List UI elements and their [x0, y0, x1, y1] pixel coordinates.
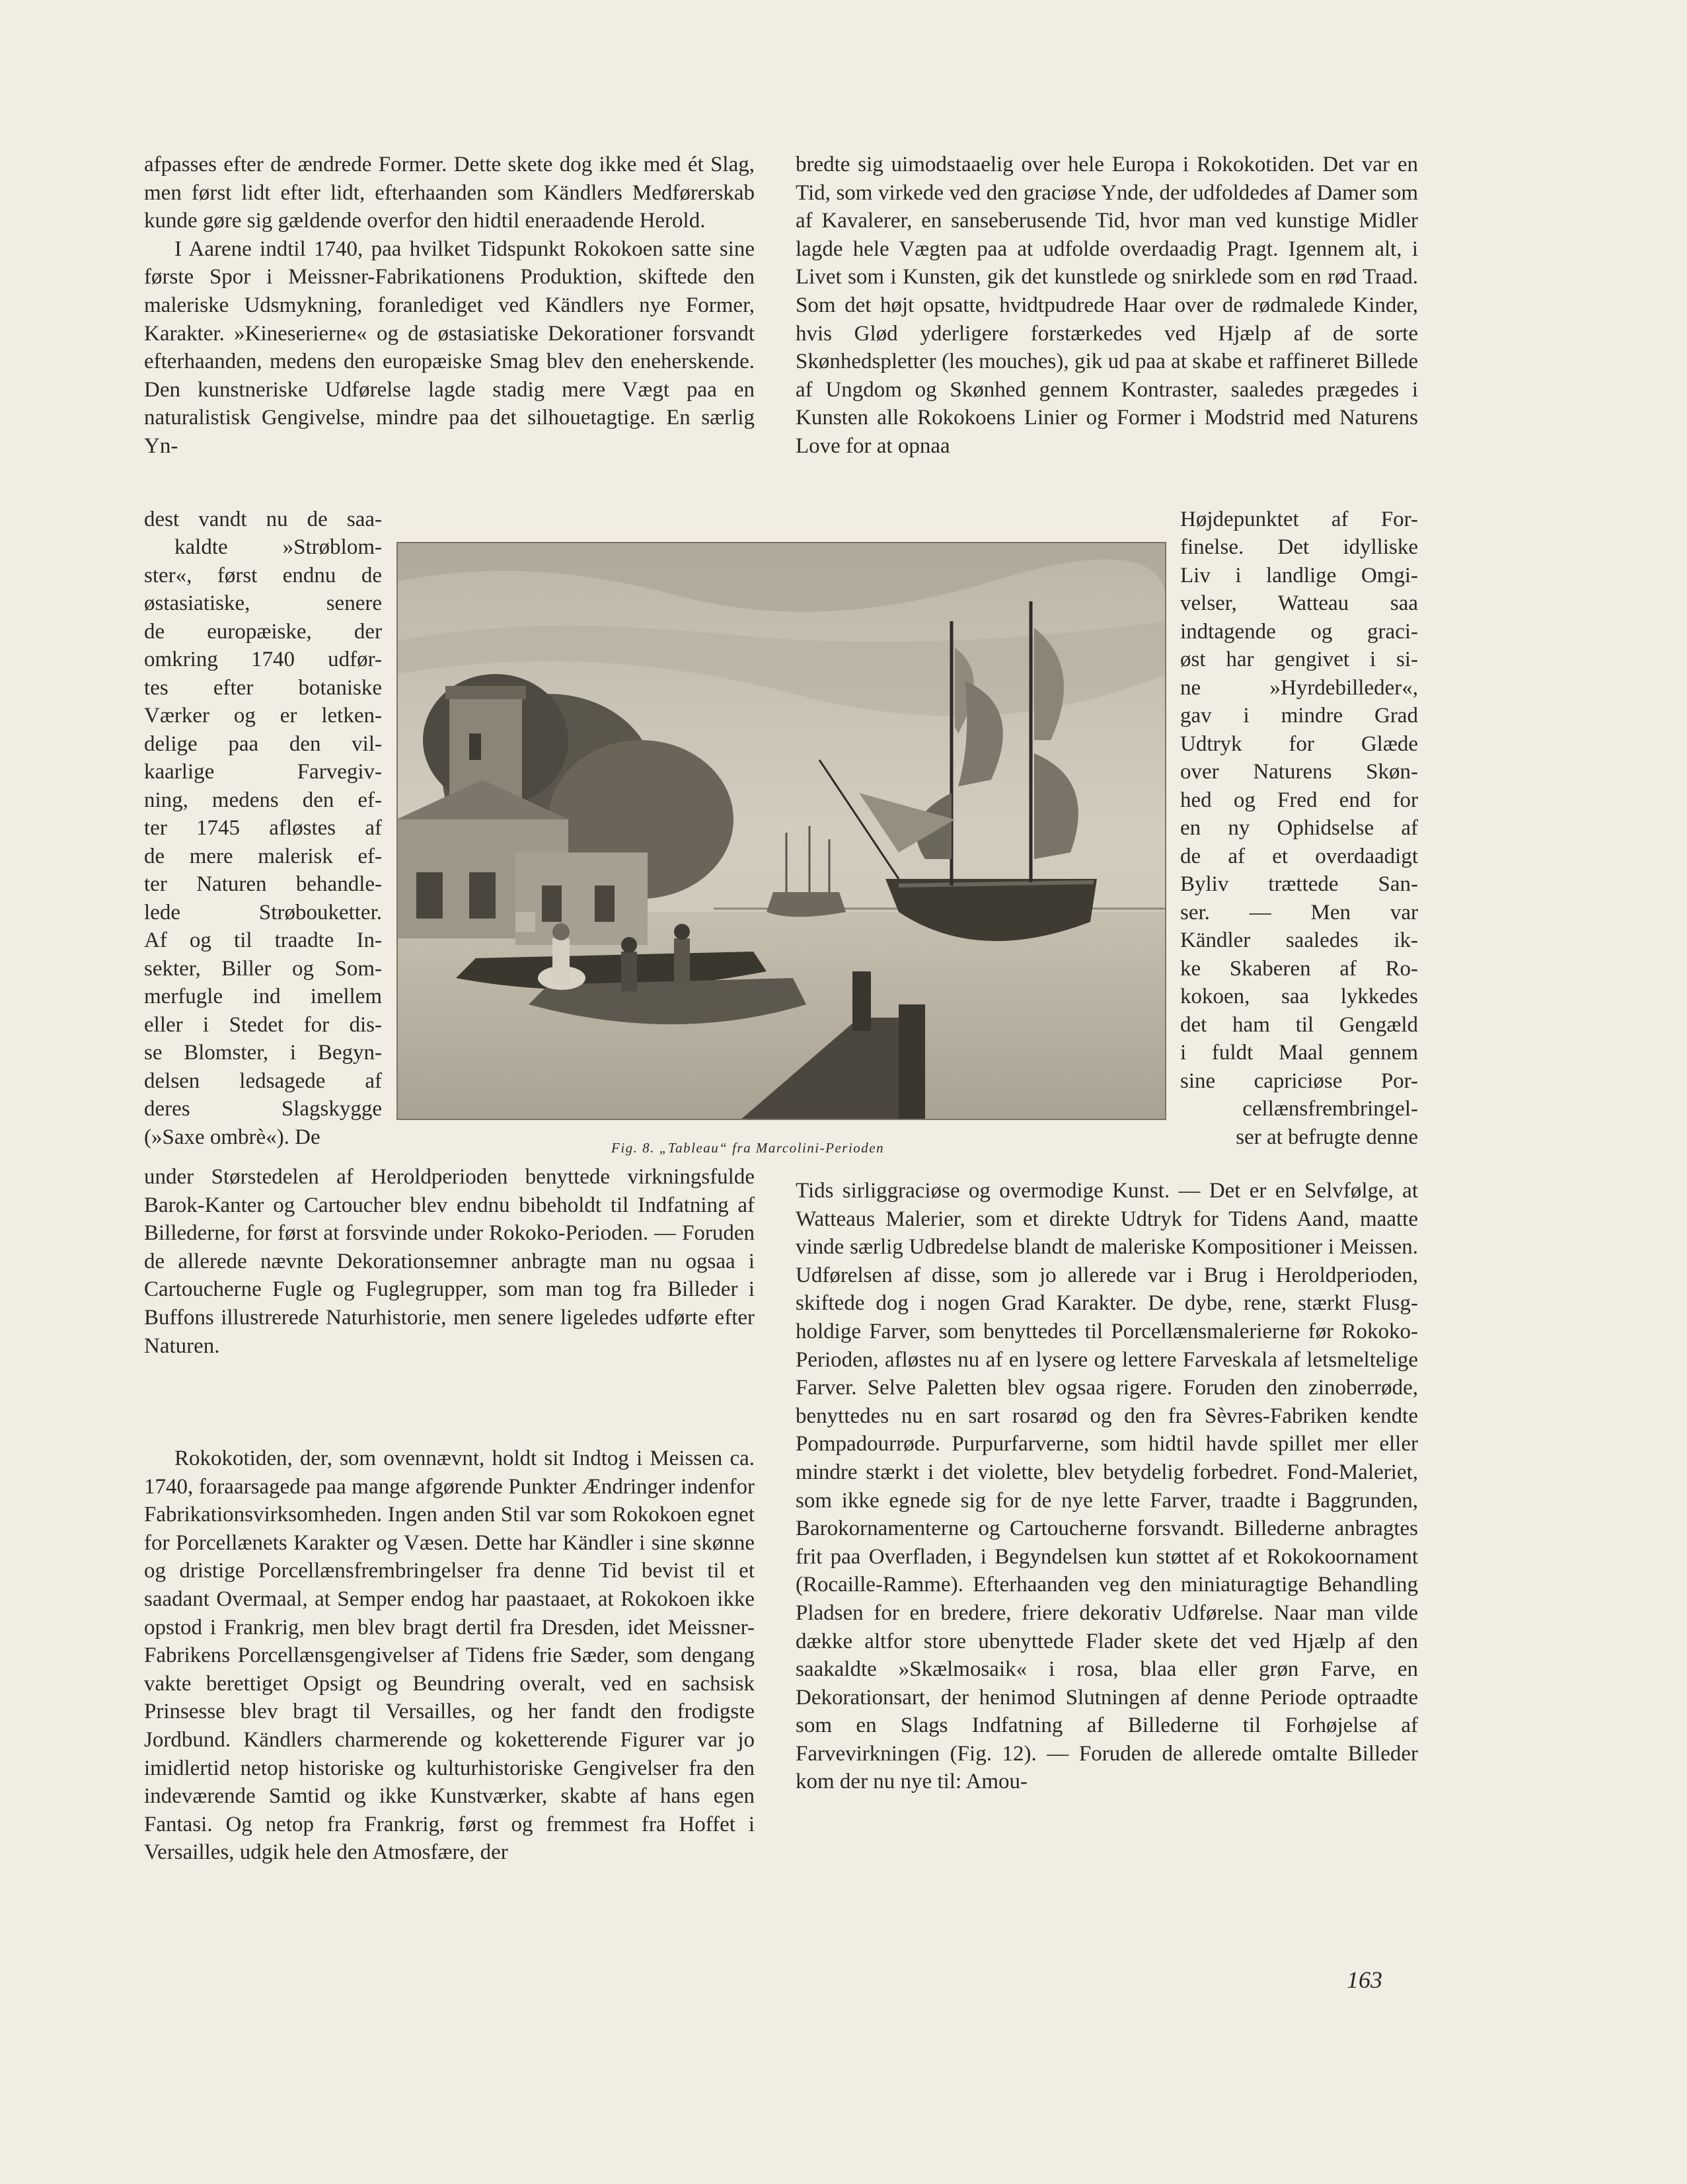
wrap-line: i fuldt Maal gennem: [1180, 1041, 1418, 1065]
wrap-line: deres Slagskygge: [144, 1097, 382, 1121]
wrap-line: delsen ledsagede af: [144, 1069, 382, 1093]
wrap-line: indtagende og graci-: [1180, 620, 1418, 644]
wrap-line: merfugle ind imellem: [144, 985, 382, 1008]
wrap-line: (»Saxe ombrè«). De: [144, 1125, 320, 1149]
figure-caption: Fig. 8. „Tableau“ fra Marcolini-Perioden: [611, 1140, 885, 1156]
wrap-line: østasiatiske, senere: [144, 591, 382, 615]
wrap-line: se Blomster, i Begyn-: [144, 1041, 382, 1065]
harbor-painting-figure: [396, 542, 1166, 1120]
wrap-line: Byliv trættede San-: [1180, 872, 1418, 896]
wrap-line: Højdepunktet af For-: [1180, 508, 1418, 531]
wrap-line: Udtryk for Glæde: [1180, 732, 1418, 756]
wrap-line: sine capriciøse Por-: [1180, 1069, 1418, 1093]
wrap-line: de europæiske, der: [144, 620, 382, 644]
wrap-line: kokoen, saa lykkedes: [1180, 985, 1418, 1008]
wrap-line: ter Naturen behandle-: [144, 872, 382, 896]
wrap-line: det ham til Gengæld: [1180, 1013, 1418, 1037]
wrap-line: ser. — Men var: [1180, 901, 1418, 924]
wrap-line: sekter, Biller og Som-: [144, 957, 382, 981]
left-continuation: under Størstedelen af Heroldperioden benyttede virkningsfulde Barok-Kanter og Cartoucher blev endnu bibeholdt til Indfatning af Billederne, for først at forsvinde under Rokoko-Perioden. — Foruden de allerede nævnte Dekorationsemner anbragte man nu ogsaa i Cartoucherne Fugle og Fuglegrupper, som man tog fra Billeder i Buffons illustrerede Naturhistorie, men senere ligeledes udførte efter Naturen.: [144, 1165, 755, 1358]
wrap-line: de af et overdaadigt: [1180, 845, 1418, 868]
wrap-line: finelse. Det idylliske: [1180, 535, 1418, 559]
wrap-line: en ny Ophidselse af: [1180, 816, 1418, 840]
wrap-line: delige paa den vil-: [144, 732, 382, 756]
wrap-line: ster«, først endnu de: [144, 564, 382, 587]
paragraph-intro: afpasses efter de ændrede Former. Dette skete dog ikke med ét Slag, men først lidt efter lidt, efterhaanden som Kändlers Medførerskab kunde gøre sig gældende overfor den hidtil eneraadende Herold.: [144, 153, 755, 233]
paragraph-1740: I Aarene indtil 1740, paa hvilket Tidspunkt Rokokoen satte sine første Spor i Meissner-Fabrikationens Produktion, skiftede den maleriske Udsmykning, foranlediget ved Kändlers nye Former, Karakter. »Kineserierne« og de østasiatiske Dekorationer forsvandt efterhaanden, medens den europæiske Smag blev den eneherskende. Den kunstneriske Udførelse lagde stadig mere Vægt paa en naturalistisk Gengivelse, mindre paa det silhouetagtige. En særlig Yn-: [144, 237, 755, 458]
harbor-painting-image: [396, 542, 1166, 1120]
wrap-line: hed og Fred end for: [1180, 788, 1418, 812]
wrap-line: over Naturens Skøn-: [1180, 760, 1418, 784]
wrap-line: cellænsfrembringel-: [1242, 1097, 1418, 1121]
right-top-text: bredte sig uimodstaaelig over hele Europa i Rokokotiden. Det var en Tid, som virkede ved den graciøse Ynde, der udfoldedes af Damer som af Kavalerer, en sanseberusende Tid, hvor man ved kunstige Midler lagde hele Vægten paa at udfolde overdaadig Pragt. Igennem alt, i Livet som i Kunsten, gik det kunstlede og snirklede som en rød Traad. Som det højt opsatte, hvidtpudrede Haar over de rødmalede Kinder, hvis Glød yderligere forstærkedes ved Hjælp af de sorte Skønhedspletter (les mouches), gik ud paa at skabe et raffineret Billede af Ungdom og Skønhed gennem Kontraster, saaledes prægedes i Kunsten alle Rokokoens Linier og Former i Modstrid med Naturens Love for at opnaa: [796, 153, 1418, 458]
paragraph-rokokotiden: Rokokotiden, der, som ovennævnt, holdt sit Indtog i Meissen ca. 1740, foraarsagede paa mange afgørende Punkter Ændringer indenfor Fabrikationsvirksomheden. Ingen anden Stil var som Rokokoen egnet for Porcellænets Karakter og Væsen. Dette har Kändler i sine skønne og dristige Porcellænsfrembringelser fra denne Tid bevist til et saadant Overmaal, at Semper endog har paastaaet, at Rokokoen ikke opstod i Frankrig, men blev bragt dertil fra Dresden, idet Meissner-Fabrikens Porcellænsgengivelser af Tidens frie Sæder, som dengang vakte berettiget Opsigt og Beundring overalt, ved en sachsisk Prinsesse blev bragt til Versailles, og her fandt den frodigste Jordbund. Kändlers charmerende og koketterende Figurer var jo imidlertid netop historiske og kulturhistoriske Gengivelser fra den indeværende Samtid og ikke Kunstværker, skabte af hans egen Fantasi. Og netop fra Frankrig, først og fremmest fra Hoffet i Versailles, udgik hele den Atmosfære, der: [144, 1447, 755, 1865]
wrap-line: ser at befrugte denne: [1236, 1125, 1418, 1149]
wrap-line: Liv i landlige Omgi-: [1180, 564, 1418, 587]
left-top-text: [144, 151, 755, 461]
wrap-line: de mere malerisk ef-: [144, 845, 382, 868]
wrap-line: kaldte »Strøblom-: [174, 535, 382, 559]
wrap-line: øst har gengivet i si-: [1180, 648, 1418, 671]
page-number: 163: [1347, 1967, 1382, 1993]
wrap-line: lede Strøbouketter.: [144, 901, 382, 924]
wrap-line: ke Skaberen af Ro-: [1180, 957, 1418, 981]
wrap-line: omkring 1740 udfør-: [144, 648, 382, 671]
wrap-line: gav i mindre Grad: [1180, 704, 1418, 728]
wrap-line: kaarlige Farvegiv-: [144, 760, 382, 784]
wrap-line: velser, Watteau saa: [1180, 591, 1418, 615]
right-continuation: Tids sirliggraciøse og overmodige Kunst. — Det er en Selvfølge, at Watteaus Malerier, som et direkte Udtryk for Tidens Aand, maatte vinde særlig Udbredelse blandt de maleriske Kompositioner i Meissen. Udførelsen af disse, som jo allerede var i Brug i Heroldperioden, skiftede dog i nogen Grad Karakter. De dybe, rene, stærkt Flusg-holdige Farver, som benyttedes til Porcellænsmalerierne før Rokoko-Perioden, afløstes nu af en lysere og lettere Farveskala af letsmeltelige Farver. Selve Paletten blev ogsaa rigere. Foruden den zinoberrøde, benyttedes nu en sart rosarød og den fra Sèvres-Fabriken kendte Pompadourrøde. Purpurfarverne, som hidtil havde spillet mer eller mindre stærkt i det violette, blev betydelig forbedret. Fond-Maleriet, som ikke egnede sig for de nye lette Farver, traadte i Baggrunden, Barokornamenterne og Cartoucherne forsvandt. Billederne anbragtes frit paa Overfladen, i Begyndelsen kun støttet af et Rokokoornament (Rocaille-Ramme). Efterhaanden veg den miniaturagtige Behandling Pladsen for en bredere, friere dekorativ Udførelse. Naar man vilde dække altfor store ubenyttede Flader skete det ved Hjælp af den saakaldte »Skælmosaik« i rosa, blaa eller grøn Farve, en Dekorationsart, der henimod Slutningen af denne Periode optraadte som en Slags Indfatning af Billederne til Forhøjelse af Farvevirkningen (Fig. 12). — Foruden de allerede omtalte Billeder kom der nu nye til: Amou-: [796, 1179, 1418, 1794]
wrap-line: ter 1745 afløstes af: [144, 816, 382, 840]
wrap-line: Kändler saaledes ik-: [1180, 928, 1418, 952]
wrap-line: ning, medens den ef-: [144, 788, 382, 812]
wrap-line: eller i Stedet for dis-: [144, 1013, 382, 1037]
wrap-line: dest vandt nu de saa-: [144, 508, 382, 531]
wrap-line: Værker og er letken-: [144, 704, 382, 728]
wrap-line: tes efter botaniske: [144, 676, 382, 700]
wrap-line: Af og til traadte In-: [144, 928, 382, 952]
wrap-line: ne »Hyrdebilleder«,: [1180, 676, 1418, 700]
